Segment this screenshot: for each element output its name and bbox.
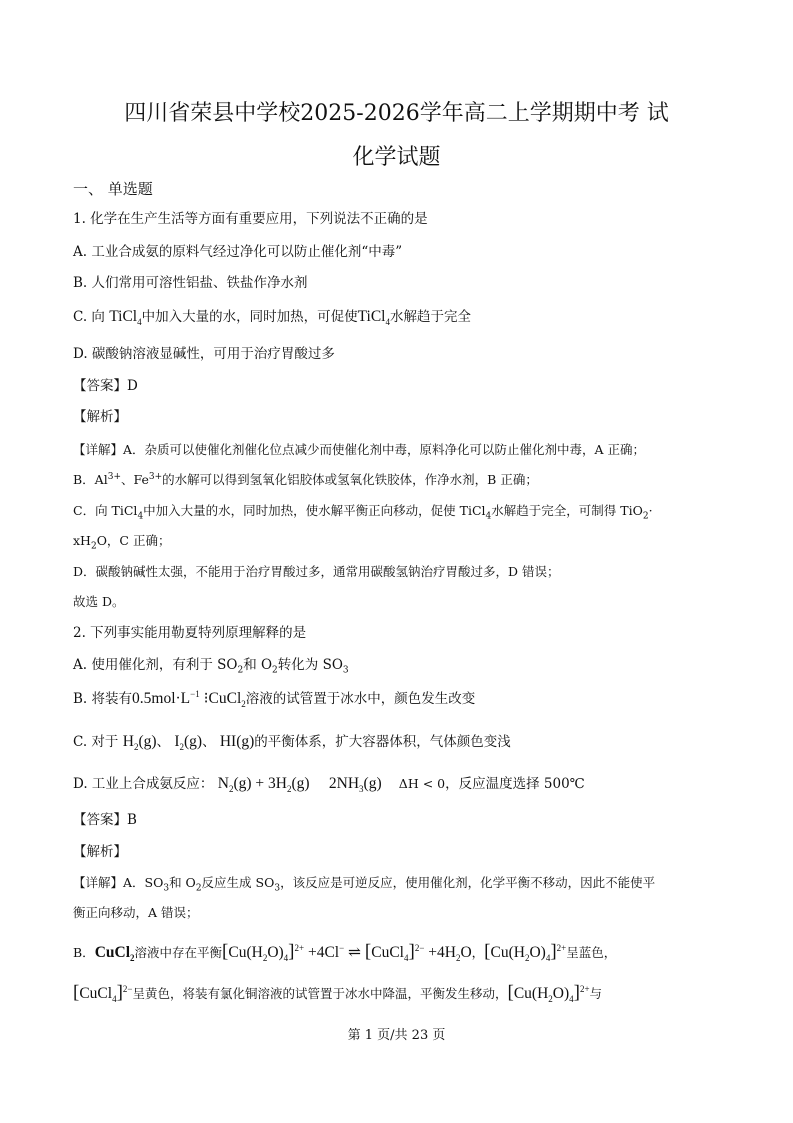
q1-detail-a: 【详解】A．杂质可以使催化剂催化位点减少而使催化剂中毒，原料净化可以防止催化剂中毒，A 正确；	[73, 442, 646, 457]
q1-detail-d: D．碳酸钠碱性太强，不能用于治疗胃酸过多，通常用碳酸氢钠治疗胃酸过多，D 错误；	[73, 564, 560, 579]
q1-option-b: B. 人们常用可溶性铝盐、铁盐作净水剂	[73, 275, 308, 291]
section-heading: 一、 单选题	[73, 180, 153, 198]
q2-answer: 【答案】B	[73, 812, 137, 828]
q2-analysis: 【解析】	[73, 844, 127, 860]
q2-option-b: B. 将装有$0.5mol\cdot L^{-1}$ ⁝CuCl$_2$溶液的试管置于冰水中，颜色发生改变	[73, 688, 476, 710]
q2-detail-a2: 衡正向移动，A 错误；	[73, 905, 199, 920]
q1-detail-b: B．$Al^{3+}$、$Fe^{3+}$的水解可以得到氢氧化铝胶体或氢氧化铁胶体，作净水剂，B 正确；	[73, 471, 538, 487]
q2-option-c: C. 对于 $H_2(g)$、 $I_2(g)$、 HI(g)的平衡体系，扩大容器体积，气体颜色变浅	[73, 733, 511, 753]
q2-detail-b2: [CuCl$_4$]$^{2-}$呈黄色，将装有氯化铜溶液的试管置于冰水中降温，平衡发生移动，$[Cu(H_2O)_4]^{2+}$与	[73, 982, 603, 1005]
q1-answer: 【答案】D	[73, 378, 138, 394]
q1-option-c: C. 向 TiCl$_4$中加入大量的水，同时加热，可促使TiCl$_4$水解趋于完全	[73, 308, 471, 328]
q1-option-a: A. 工业合成氨的原料气经过净化可以防止催化剂“中毒”	[73, 244, 403, 260]
q1-analysis: 【解析】	[73, 409, 127, 425]
q2-detail-a: 【详解】A．$SO_3$和 $O_2$反应生成 $SO_3$，该反应是可逆反应，使用催化剂，化学平衡不移动，因此不能使平	[73, 875, 656, 894]
page-footer: 第 1 页/共 23 页	[347, 1028, 446, 1043]
q1-option-d: D. 碳酸钠溶液显碱性，可用于治疗胃酸过多	[73, 346, 335, 362]
title: 四川省荣县中学校2025-2026学年高二上学期期中考 试	[124, 101, 669, 126]
q1-stem: 1. 化学在生产生活等方面有重要应用，下列说法不正确的是	[73, 211, 428, 227]
subtitle: 化学试题	[352, 145, 441, 170]
q1-conclusion: 故选 D。	[73, 594, 125, 609]
q1-detail-c2: $xH_2O$，C 正确；	[73, 533, 171, 552]
q2-option-d: D. 工业上合成氨反应： $N_2(g) + 3H_2(g)$ $2NH_3(g)$ ΔH < 0，反应温度选择 500℃	[73, 775, 585, 795]
q2-option-a: A. 使用催化剂，有利于 $SO_2$和 $O_2$转化为 $SO_3$	[73, 657, 349, 676]
q2-detail-b: B．CuCl$_2$溶液中存在平衡$[Cu(H_2O)_4]^{2+} +4Cl^-$ ⇌ [CuCl$_4$]$^{2-}$ $+4H_2O$，$[Cu(H_2O)_4]^{2+}$呈蓝色，	[73, 941, 617, 964]
q1-detail-c: C．向 TiCl$_4$中加入大量的水，同时加热，使水解平衡正向移动，促使 TiCl$_4$水解趋于完全，可制得 TiO$_2$·	[73, 503, 653, 522]
q2-stem: 2. 下列事实能用勒夏特列原理解释的是	[73, 625, 307, 641]
